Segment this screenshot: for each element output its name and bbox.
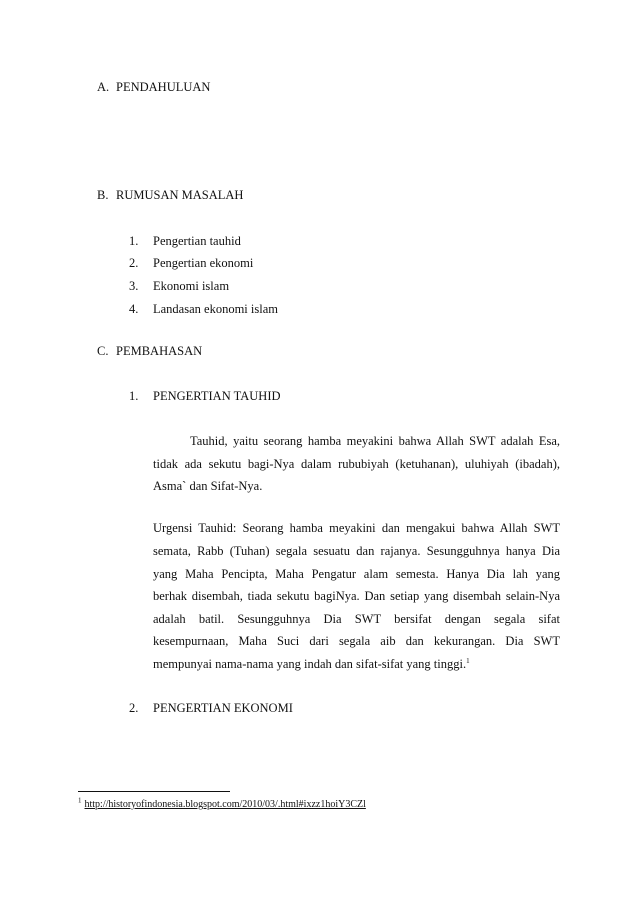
subsection-1-title: PENGERTIAN TAUHID (153, 389, 281, 403)
footnote-reference[interactable]: 1 (466, 656, 470, 665)
footnote-separator (78, 791, 230, 792)
list-item-number: 1. (129, 234, 139, 248)
section-b-letter: B. (97, 188, 109, 202)
list-item: Landasan ekonomi islam (153, 302, 278, 316)
paragraph-line: adalah batil. Sesungguhnya Dia SWT bersifat dengan segala sifat (153, 612, 560, 626)
subsection-2-title: PENGERTIAN EKONOMI (153, 701, 293, 715)
footnote (78, 796, 366, 810)
subsection-1-number: 1. (129, 389, 139, 403)
paragraph-line: kesempurnaan, Maha Suci dari segala aib dan kekurangan. Dia SWT (153, 634, 560, 648)
section-a-letter: A. (97, 80, 110, 94)
section-c-title: PEMBAHASAN (116, 344, 203, 358)
paragraph-line: yang Maha Pencipta, Maha Pengatur alam semesta. Hanya Dia lah yang (153, 567, 560, 581)
paragraph-line (153, 657, 560, 672)
subsection-2-number: 2. (129, 701, 139, 715)
list-item-number: 3. (129, 279, 139, 293)
paragraph-line: Tauhid, yaitu seorang hamba meyakini bahwa Allah SWT adalah Esa, (190, 434, 560, 448)
section-b-title: RUMUSAN MASALAH (116, 188, 244, 202)
list-item: Pengertian ekonomi (153, 256, 254, 270)
paragraph-line: Asma` dan Sifat-Nya. (153, 479, 263, 493)
section-a-title: PENDAHULUAN (116, 80, 211, 94)
paragraph-line: berhak disembah, tiada sekutu bagiNya. Dan setiap yang disembah selain-Nya (153, 589, 560, 603)
paragraph-line-text: mempunyai nama-nama yang indah dan sifat-sifat yang tinggi. (153, 657, 467, 671)
paragraph-line: semata, Rabb (Tuhan) segala sesuatu dan rajanya. Sesungguhnya hanya Dia (153, 544, 560, 558)
paragraph-line: Urgensi Tauhid: Seorang hamba meyakini dan mengakui bahwa Allah SWT (153, 521, 560, 535)
section-c-letter: C. (97, 344, 109, 358)
footnote-number: 1 (78, 796, 82, 805)
footnote-link[interactable]: http://historyofindonesia.blogspot.com/2010/03/.html#ixzz1hoiY3CZl (84, 799, 366, 810)
list-item-number: 4. (129, 302, 139, 316)
paragraph-line: tidak ada sekutu bagi-Nya dalam rububiyah (ketuhanan), uluhiyah (ibadah), (153, 457, 560, 471)
list-item: Ekonomi islam (153, 279, 230, 293)
list-item: Pengertian tauhid (153, 234, 241, 248)
list-item-number: 2. (129, 256, 139, 270)
